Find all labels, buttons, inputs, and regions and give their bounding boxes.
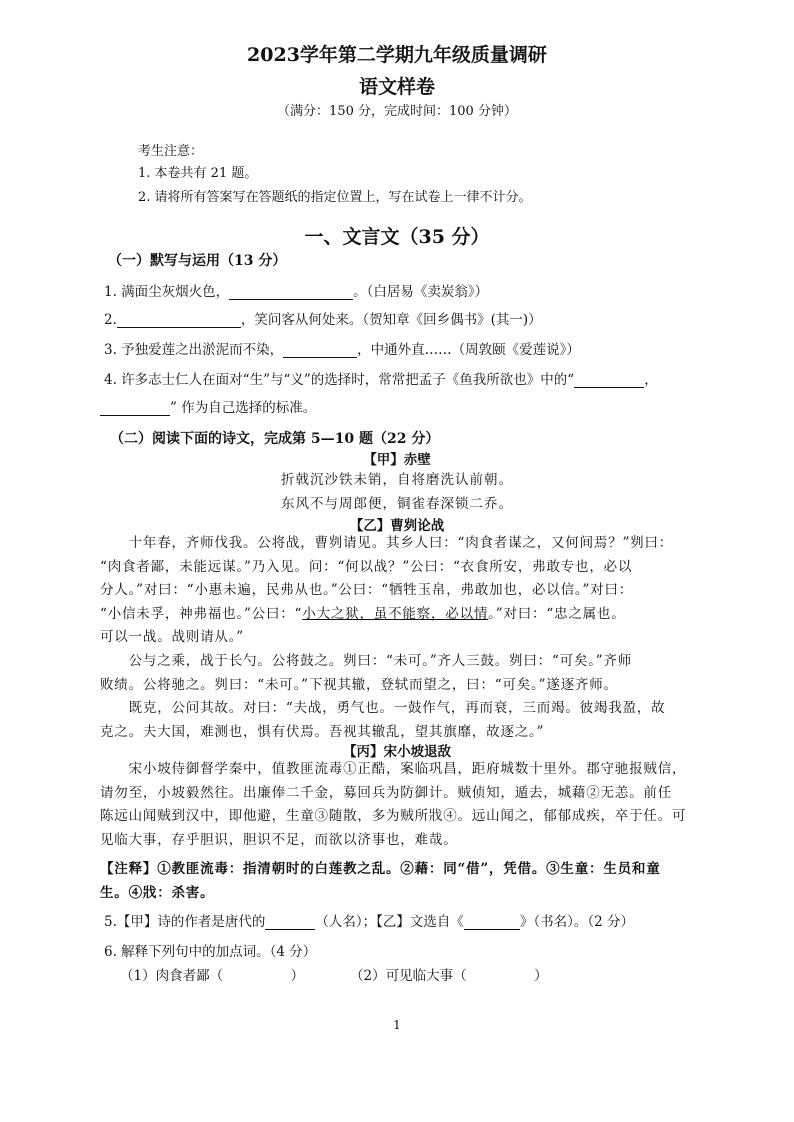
question-6: 6. 解释下列句中的加点词。（4 分） [104, 944, 317, 960]
notice-item-2: 2. 请将所有答案写在答题纸的指定位置上，写在试卷上一律不计分。 [138, 190, 532, 205]
notice-label: 考生注意： [138, 144, 204, 159]
poem-line-2: 东风不与周郎便，铜雀春深锁二乔。 [281, 496, 513, 512]
poem-line-1: 折戟沉沙铁未销，自将磨洗认前朝。 [281, 472, 513, 488]
question-6-item-1: （1）肉食者鄙（ ） [120, 968, 305, 984]
answer-blank[interactable] [464, 915, 520, 930]
answer-blank[interactable] [265, 915, 315, 930]
question-6-item-2: （2）可见临大事（ ） [350, 968, 548, 984]
yi-title: 【乙】曹刿论战 [349, 518, 445, 534]
exam-subject: 语文样卷 [358, 76, 435, 98]
bing-title: 【丙】宋小坡退敌 [343, 744, 451, 760]
exam-title: 2023学年第二学期九年级质量调研 [247, 44, 547, 66]
yi-paragraph-1: 十年春，齐师伐我。公将战，曹刿请见。其乡人曰：“肉食者谋之，又何间焉？”刿曰： “肉食者鄙，未能远谋。”乃入见。问：“何以战？”公曰：“衣食所安，弗敢专也，必以 分人。”对曰：“小惠未遍，民弗从也。”公曰：“牺牲玉帛，弗敢加也，必以信。”对曰： “小信未孚，神弗福也。”公曰：“小大之狱，虽不能察，必以情。”对曰：“忠之属也。 可以一战。战则请从。” [100, 535, 674, 645]
underlined-sentence: 小大之狱，虽不能察，必以情 [302, 605, 489, 622]
question-2: 2. ，笑问客从何处来。（贺知章《回乡偶书》(其一)） [104, 312, 542, 328]
exam-info: （满分：150 分，完成时间：100 分钟） [277, 104, 517, 119]
part1-title: （一）默写与运用（13 分） [108, 253, 287, 269]
jia-title: 【甲】赤壁 [363, 452, 431, 468]
yi-paragraph-2: 公与之乘，战于长勺。公将鼓之。刿曰：“未可。”齐人三鼓。刿曰：“可矣。”齐师 败绩。公将驰之。刿曰：“未可。”下视其辙，登轼而望之，曰：“可矣。”遂逐齐师。 [100, 653, 633, 693]
notice-item-1: 1. 本卷共有 21 题。 [138, 166, 258, 181]
annotation-notes: 【注释】①教匪流毒：指清朝时的白莲教之乱。②藉：同“借”，凭借。③生童：生员和童 生。④戕：杀害。 [100, 861, 661, 901]
answer-blank[interactable] [283, 343, 357, 358]
bing-paragraph: 宋小坡侍御督学秦中，值教匪流毒①正酷，案临巩昌，距府城数十里外。郡守驰报贼信， 请勿至，小坡毅然往。出廉俸二千金，募回兵为防御计。贼侦知，遁去，城藉②无恙。前任 陈远山闻贼到汉中，即他避，生童③随散，多为贼所戕④。远山闻之，郁郁成疾，卒于任。可 见临大事，存乎胆识，胆识不足，而欲以济事也，难哉。 [100, 761, 687, 848]
page-number: 1 [393, 1018, 401, 1032]
question-4-line1: 4. 许多志士仁人在面对“生”与“义”的选择时，常常把孟子《鱼我所欲也》中的“ ， [104, 372, 658, 388]
part2-title: （二）阅读下面的诗文，完成第 5—10 题（22 分） [110, 431, 440, 447]
question-5: 5.【甲】诗的作者是唐代的 （人名）；【乙】文选自《 》（书名）。（2 分） [104, 914, 635, 930]
yi-paragraph-3: 既克，公问其故。对曰：“夫战，勇气也。一鼓作气，再而衰，三而竭。彼竭我盈，故 克之。夫大国，难测也，惧有伏焉。吾视其辙乱，望其旗靡，故逐之。” [100, 700, 666, 740]
question-1: 1. 满面尘灰烟火色， 。（白居易《卖炭翁》） [104, 284, 489, 300]
answer-blank[interactable] [574, 373, 644, 388]
answer-blank[interactable] [100, 401, 170, 416]
section-title: 一、文言文（35 分） [304, 226, 490, 248]
answer-blank[interactable] [117, 313, 241, 328]
question-3: 3. 予独爱莲之出淤泥而不染， ，中通外直……（周敦颐《爱莲说》） [104, 342, 580, 358]
answer-blank[interactable] [229, 285, 353, 300]
question-4-line2: ” 作为自己选择的标准。 [100, 396, 316, 416]
